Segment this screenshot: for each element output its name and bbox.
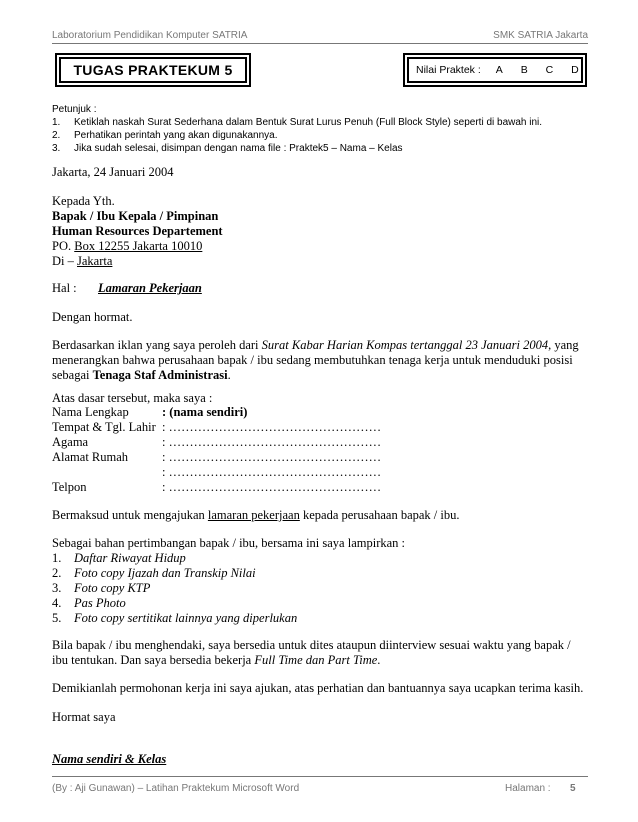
attachment-item: 3. Foto copy KTP bbox=[52, 581, 151, 595]
field-row: Alamat Rumah : …………………………………………… bbox=[52, 450, 382, 464]
grade-label: Nilai Praktek : bbox=[416, 64, 481, 76]
footer-credit: (By : Aji Gunawan) – Latihan Praktekum Microsoft Word bbox=[52, 783, 300, 794]
instructions-label: Petunjuk : bbox=[52, 104, 97, 115]
field-row: Nama Lengkap : (nama sendiri) bbox=[52, 405, 248, 419]
header-left: Laboratorium Pendidikan Komputer SATRIA bbox=[52, 30, 248, 41]
attachment-item: 5. Foto copy sertitikat lainnya yang diperlukan bbox=[52, 611, 298, 625]
atas-dasar: Atas dasar tersebut, maka saya : bbox=[52, 391, 213, 405]
hal-label: Hal : bbox=[52, 281, 77, 295]
attachment-item: 4. Pas Photo bbox=[52, 596, 126, 610]
grade-a: A bbox=[495, 64, 503, 76]
field-row: Telpon : …………………………………………… bbox=[52, 480, 382, 494]
signature: Nama sendiri & Kelas bbox=[52, 752, 167, 766]
instruction-item: 2. Perhatikan perintah yang akan digunakannya. bbox=[52, 130, 278, 141]
paragraph-iklan: Berdasarkan iklan yang saya peroleh dari Surat Kabar Harian Kompas tertanggal 23 Januari 2004, yang menerangkan bahwa perusahaan bapak / ibu sedang membutuhkan tenaga kerja untuk menduduki posisi sebagai Tenaga Staf Administrasi. bbox=[52, 338, 579, 382]
field-row: Tempat & Tgl. Lahir : …………………………………………… bbox=[52, 420, 382, 434]
grade-c: C bbox=[545, 64, 554, 76]
title-box bbox=[55, 53, 251, 87]
recipient-city: Di – Jakarta bbox=[52, 254, 113, 268]
paragraph-bila: Bila bapak / ibu menghendaki, saya bersedia untuk dites ataupun diinterview sesuai waktu yang bapak / ibu tentukan. Dan saya bersedia bekerja Full Time dan Part Time. bbox=[52, 638, 571, 667]
hal-value: Lamaran Pekerjaan bbox=[98, 281, 202, 295]
grade-b: B bbox=[520, 64, 528, 76]
attachment-item: 2. Foto copy Ijazah dan Transkip Nilai bbox=[52, 566, 256, 580]
attachment-item: 1. Daftar Riwayat Hidup bbox=[52, 551, 186, 565]
greeting: Dengan hormat. bbox=[52, 310, 133, 324]
recipient-line: Bapak / Ibu Kepala / Pimpinan bbox=[52, 209, 219, 223]
paragraph-demikian: Demikianlah permohonan kerja ini saya ajukan, atas perhatian dan bantuannya saya ucapkan terima kasih. bbox=[52, 681, 584, 695]
grade-d: D bbox=[571, 64, 579, 76]
paragraph-bermaksud: Bermaksud untuk mengajukan lamaran pekerjaan kepada perusahaan bapak / ibu. bbox=[52, 508, 460, 522]
field-row: Agama : …………………………………………… bbox=[52, 435, 382, 449]
closing: Hormat saya bbox=[52, 710, 116, 724]
footer-page-label: Halaman : bbox=[505, 783, 551, 794]
grade-options bbox=[481, 64, 579, 76]
instruction-item: 3. Jika sudah selesai, disimpan dengan nama file : Praktek5 – Nama – Kelas bbox=[52, 143, 403, 154]
footer-page-number: 5 bbox=[570, 783, 576, 794]
attachment-list bbox=[52, 551, 297, 626]
recipient-line: Human Resources Departement bbox=[52, 224, 223, 238]
recipient-po: PO. Box 12255 Jakarta 10010 bbox=[52, 239, 203, 253]
field-row: : …………………………………………… bbox=[162, 465, 382, 479]
header-right: SMK SATRIA Jakarta bbox=[493, 30, 588, 41]
grade-box bbox=[403, 53, 587, 87]
recipient-line: Kepada Yth. bbox=[52, 194, 115, 208]
header-divider bbox=[52, 43, 588, 44]
letter-date: Jakarta, 24 Januari 2004 bbox=[52, 165, 174, 179]
footer-divider bbox=[52, 776, 588, 777]
recipient-block bbox=[52, 194, 223, 269]
page-title: TUGAS PRAKTEKUM 5 bbox=[73, 62, 233, 78]
paragraph-sebagai: Sebagai bahan pertimbangan bapak / ibu, bersama ini saya lampirkan : bbox=[52, 536, 406, 550]
instruction-item: 1. Ketiklah naskah Surat Sederhana dalam Bentuk Surat Lurus Penuh (Full Block Style) seperti di bawah ini. bbox=[52, 117, 543, 128]
personal-fields bbox=[52, 405, 381, 495]
instructions bbox=[52, 103, 542, 155]
